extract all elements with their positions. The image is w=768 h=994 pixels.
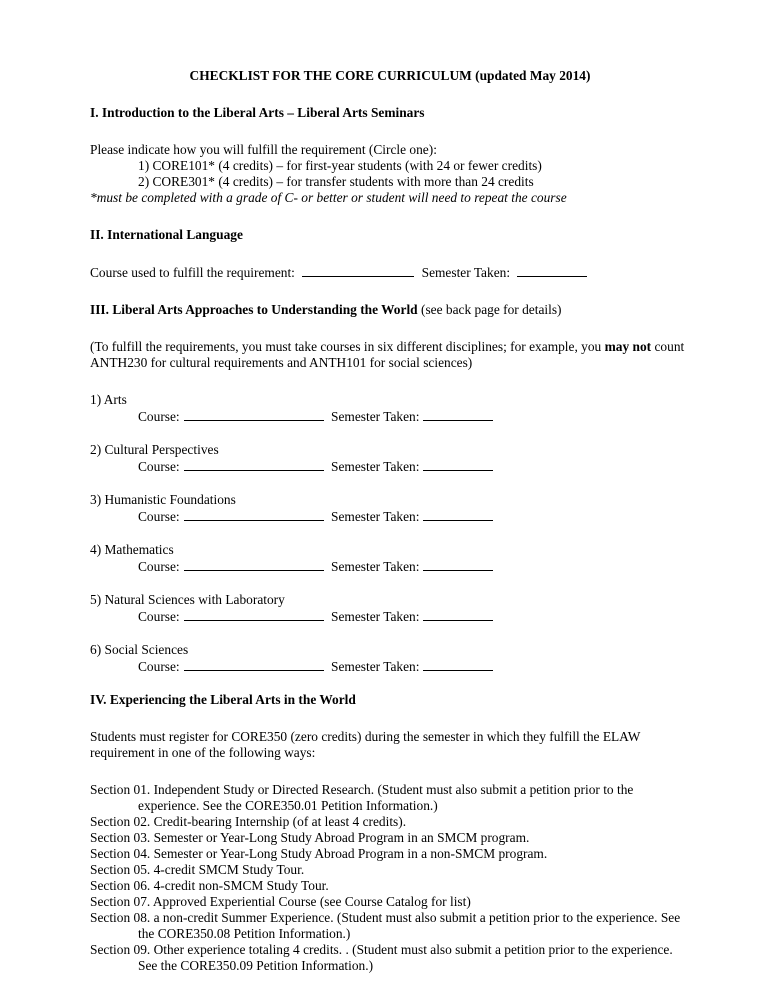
area-row [90,408,690,425]
course-label: Course: [138,459,180,474]
course-label: Course: [138,559,180,574]
semester-label: Semester Taken: [331,459,420,474]
section1-option-1[interactable]: 1) CORE101* (4 credits) – for first-year students (with 24 or fewer credits) [138,158,542,173]
course-label: Course: [138,609,180,624]
semester-field[interactable] [423,608,493,621]
course-field[interactable] [184,408,324,421]
area-row [90,558,690,575]
area-title: 3) Humanistic Foundations [90,492,236,507]
area-item [90,442,690,475]
area-title: 4) Mathematics [90,542,174,557]
semester-field[interactable] [423,408,493,421]
semester-label: Semester Taken: [331,659,420,674]
area-item [90,642,690,675]
course-label: Course: [138,409,180,424]
section2-row [90,264,690,281]
section3-instruction-emphasis: may not [604,339,652,354]
section2-course-field[interactable] [302,264,414,277]
section1-option-2[interactable]: 2) CORE301* (4 credits) – for transfer students with more than 24 credits [138,174,534,189]
elaw-option: Section 07. Approved Experiential Course (see Course Catalog for list) [90,894,471,909]
semester-field[interactable] [423,658,493,671]
section1-heading: I. Introduction to the Liberal Arts – Liberal Arts Seminars [90,105,425,120]
area-item [90,592,690,625]
course-field[interactable] [184,508,324,521]
course-field[interactable] [184,608,324,621]
semester-field[interactable] [423,508,493,521]
course-label: Course: [138,659,180,674]
area-item [90,492,690,525]
area-title: 5) Natural Sciences with Laboratory [90,592,285,607]
elaw-option: Section 06. 4-credit non-SMCM Study Tour. [90,878,329,893]
section4-intro: Students must register for CORE350 (zero credits) during the semester in which they fulfill the ELAW requirement in one of the following ways: [90,729,641,760]
semester-label: Semester Taken: [331,609,420,624]
course-field[interactable] [184,458,324,471]
area-item [90,542,690,575]
elaw-option: Section 08. a non-credit Summer Experience. (Student must also submit a petition prior to the experience. See the CORE350.08 Petition Information.) [90,910,681,941]
checklist-page [90,68,690,974]
section3-heading-text: III. Liberal Arts Approaches to Understanding the World [90,302,418,317]
area-row [90,508,690,525]
area-row [90,608,690,625]
semester-label: Semester Taken: [331,509,420,524]
section3-instruction-pre: (To fulfill the requirements, you must take courses in six different disciplines; for example, you [90,339,602,354]
section2-course-label: Course used to fulfill the requirement: [90,265,295,280]
elaw-option: Section 04. Semester or Year-Long Study Abroad Program in a non-SMCM program. [90,846,548,861]
elaw-option: Section 05. 4-credit SMCM Study Tour. [90,862,305,877]
course-field[interactable] [184,558,324,571]
section1-note: *must be completed with a grade of C- or better or student will need to repeat the course [90,190,567,205]
semester-label: Semester Taken: [331,409,420,424]
section4-heading: IV. Experiencing the Liberal Arts in the World [90,692,356,707]
elaw-option: Section 09. Other experience totaling 4 credits. . (Student must also submit a petition prior to the experience. See the CORE350.09 Petition Information.) [90,942,673,973]
area-row [90,458,690,475]
semester-field[interactable] [423,458,493,471]
page-title: CHECKLIST FOR THE CORE CURRICULUM (updated May 2014) [189,68,591,83]
area-title: 6) Social Sciences [90,642,189,657]
section3-heading-suffix: (see back page for details) [420,302,562,317]
section3-instruction-post: count ANTH230 for cultural requirements and ANTH101 for social sciences) [90,339,685,370]
area-row [90,658,690,675]
elaw-option: Section 01. Independent Study or Directed Research. (Student must also submit a petition prior to the experience. See the CORE350.01 Petition Information.) [90,782,634,813]
section2-heading: II. International Language [90,227,243,242]
course-field[interactable] [184,658,324,671]
section3-instruction [90,339,690,371]
section1-prompt: Please indicate how you will fulfill the requirement (Circle one): [90,142,437,157]
elaw-option: Section 02. Credit-bearing Internship (of at least 4 credits). [90,814,407,829]
area-item [90,392,690,425]
area-title: 1) Arts [90,392,127,407]
elaw-option: Section 03. Semester or Year-Long Study Abroad Program in an SMCM program. [90,830,530,845]
course-label: Course: [138,509,180,524]
area-title: 2) Cultural Perspectives [90,442,219,457]
section2-semester-label: Semester Taken: [421,265,511,280]
semester-label: Semester Taken: [331,559,420,574]
section3-heading [90,302,690,318]
section2-semester-field[interactable] [517,264,587,277]
semester-field[interactable] [423,558,493,571]
